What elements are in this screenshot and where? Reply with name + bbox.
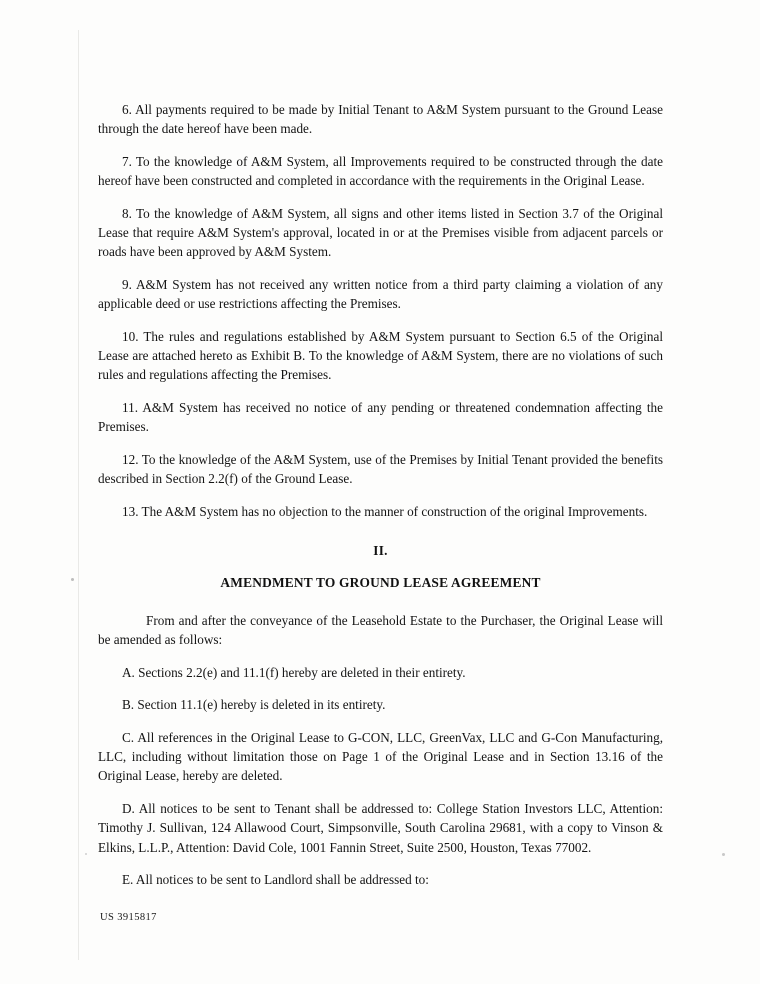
numbered-paragraph-8: 8. To the knowledge of A&M System, all signs and other items listed in Section 3.7 of the Original Lease that require A&M System's approval, located in or at the Premises visible from adjacent parcels or roads have been approved by A&M System. bbox=[98, 205, 663, 260]
section-numeral: II. bbox=[373, 542, 388, 558]
section-heading: AMENDMENT TO GROUND LEASE AGREEMENT bbox=[220, 574, 541, 590]
lettered-item-b: B. Section 11.1(e) hereby is deleted in its entirety. bbox=[122, 697, 386, 713]
numbered-paragraph-7: 7. To the knowledge of A&M System, all Improvements required to be constructed through the date hereof have been constructed and completed in accordance with the requirements in the Original Lease. bbox=[98, 153, 663, 189]
section-intro-paragraph: From and after the conveyance of the Leasehold Estate to the Purchaser, the Original Lease will be amended as follows: bbox=[98, 612, 663, 648]
lettered-item-e: E. All notices to be sent to Landlord shall be addressed to: bbox=[122, 871, 429, 887]
numbered-paragraph-6: 6. All payments required to be made by Initial Tenant to A&M System pursuant to the Ground Lease through the date hereof have been made. bbox=[98, 102, 663, 137]
document-footer-reference: US 3915817 bbox=[100, 912, 157, 923]
numbered-paragraph-12: 12. To the knowledge of the A&M System, use of the Premises by Initial Tenant provided the benefits described in Section 2.2(f) of the Ground Lease. bbox=[98, 451, 663, 487]
numbered-paragraph-11: 11. A&M System has received no notice of any pending or threatened condemnation affecting the Premises. bbox=[98, 399, 663, 435]
page-margin-rule bbox=[78, 30, 79, 960]
scan-artifact-speck bbox=[85, 853, 87, 855]
document-body bbox=[98, 100, 663, 902]
scan-artifact-speck bbox=[722, 853, 725, 856]
numbered-paragraph-13: 13. The A&M System has no objection to the manner of construction of the original Improvements. bbox=[122, 503, 648, 519]
numbered-paragraph-10: 10. The rules and regulations established by A&M System pursuant to Section 6.5 of the Original Lease are attached hereto as Exhibit B. To the knowledge of A&M System, there are no violations of such rules and regulations affecting the Premises. bbox=[98, 328, 663, 383]
scan-artifact-speck bbox=[71, 578, 74, 581]
lettered-item-c: C. All references in the Original Lease to G-CON, LLC, GreenVax, LLC and G-Con Manufacturing, LLC, including without limitation those on Page 1 of the Original Lease and in Section 13.16 of the Original Lease, hereby are deleted. bbox=[98, 729, 663, 784]
lettered-item-a: A. Sections 2.2(e) and 11.1(f) hereby are deleted in their entirety. bbox=[122, 664, 466, 680]
numbered-paragraph-9: 9. A&M System has not received any written notice from a third party claiming a violation of any applicable deed or use restrictions affecting the Premises. bbox=[98, 276, 663, 312]
lettered-item-d: D. All notices to be sent to Tenant shall be addressed to: College Station Investors LLC, Attention: Timothy J. Sullivan, 124 Allawood Court, Simpsonville, South Carolina 29681, with a copy to Vinson & Elkins, L.L.P., Attention: David Cole, 1001 Fannin Street, Suite 2500, Houston, Texas 77002. bbox=[98, 800, 663, 855]
